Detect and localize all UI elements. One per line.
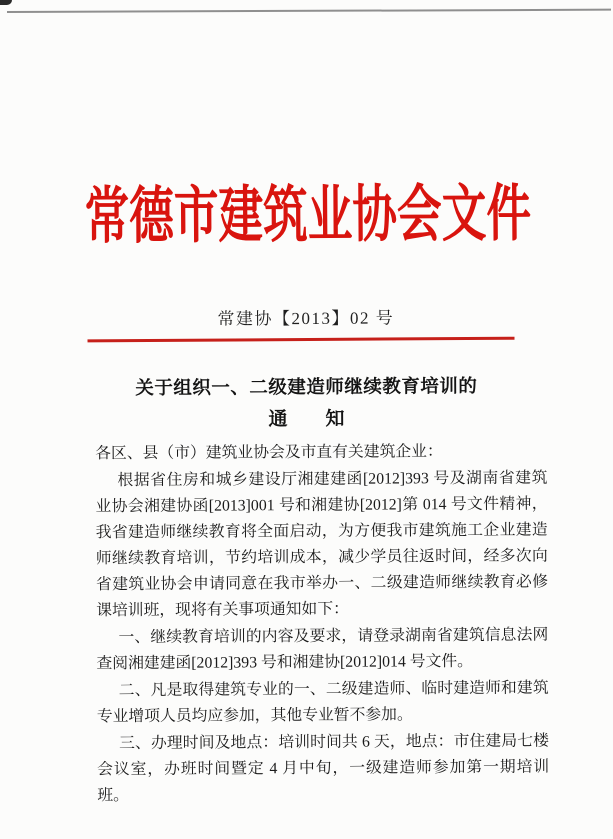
- paragraph-intro: 根据省住房和城乡建设厅湘建建函[2012]393 号及湖南省建筑业协会湘建协函[2013]001 号和湘建协[2012]第 014 号文件精神，我省建造师继续教育将全面启动，为方便我市建筑施工企业建造师继续教育培训，节约培训成本，减少学员往返时间，经多次向省建筑业协会申请同意在我市举办一、二级建造师继续教育必修课培训班，现将有关事项通知如下：: [95, 469, 549, 620]
- notice-title-line1: 关于组织一、二级建造师继续教育培训的: [135, 374, 478, 399]
- document-body: [95, 439, 549, 811]
- paragraph-item-two: 二、凡是取得建筑专业的一、二级建造师、临时建造师和建筑专业增项人员均应参加，其他专业暂不参加。: [96, 679, 549, 726]
- notice-title-line2: 通 知: [268, 408, 345, 431]
- paragraph-item-three: 三、办理时间及地点：培训时间共 6 天，地点：市住建局七楼会议室，办班时间暨定 4 月中旬，一级建造师参加第一期培训班。: [97, 732, 550, 805]
- red-separator-rule: [88, 337, 515, 342]
- salutation-line: 各区、县（市）建筑业协会及市直有关建筑企业：: [95, 443, 443, 463]
- red-header-org-title: 常德市建筑业协会文件: [84, 180, 532, 252]
- document-number: 常建协【2013】02 号: [217, 308, 395, 329]
- paragraph-item-one: 一、继续教育培训的内容及要求，请登录湖南省建筑信息法网查阅湘建建函[2012]393 号和湘建协[2012]014 号文件。: [96, 626, 549, 673]
